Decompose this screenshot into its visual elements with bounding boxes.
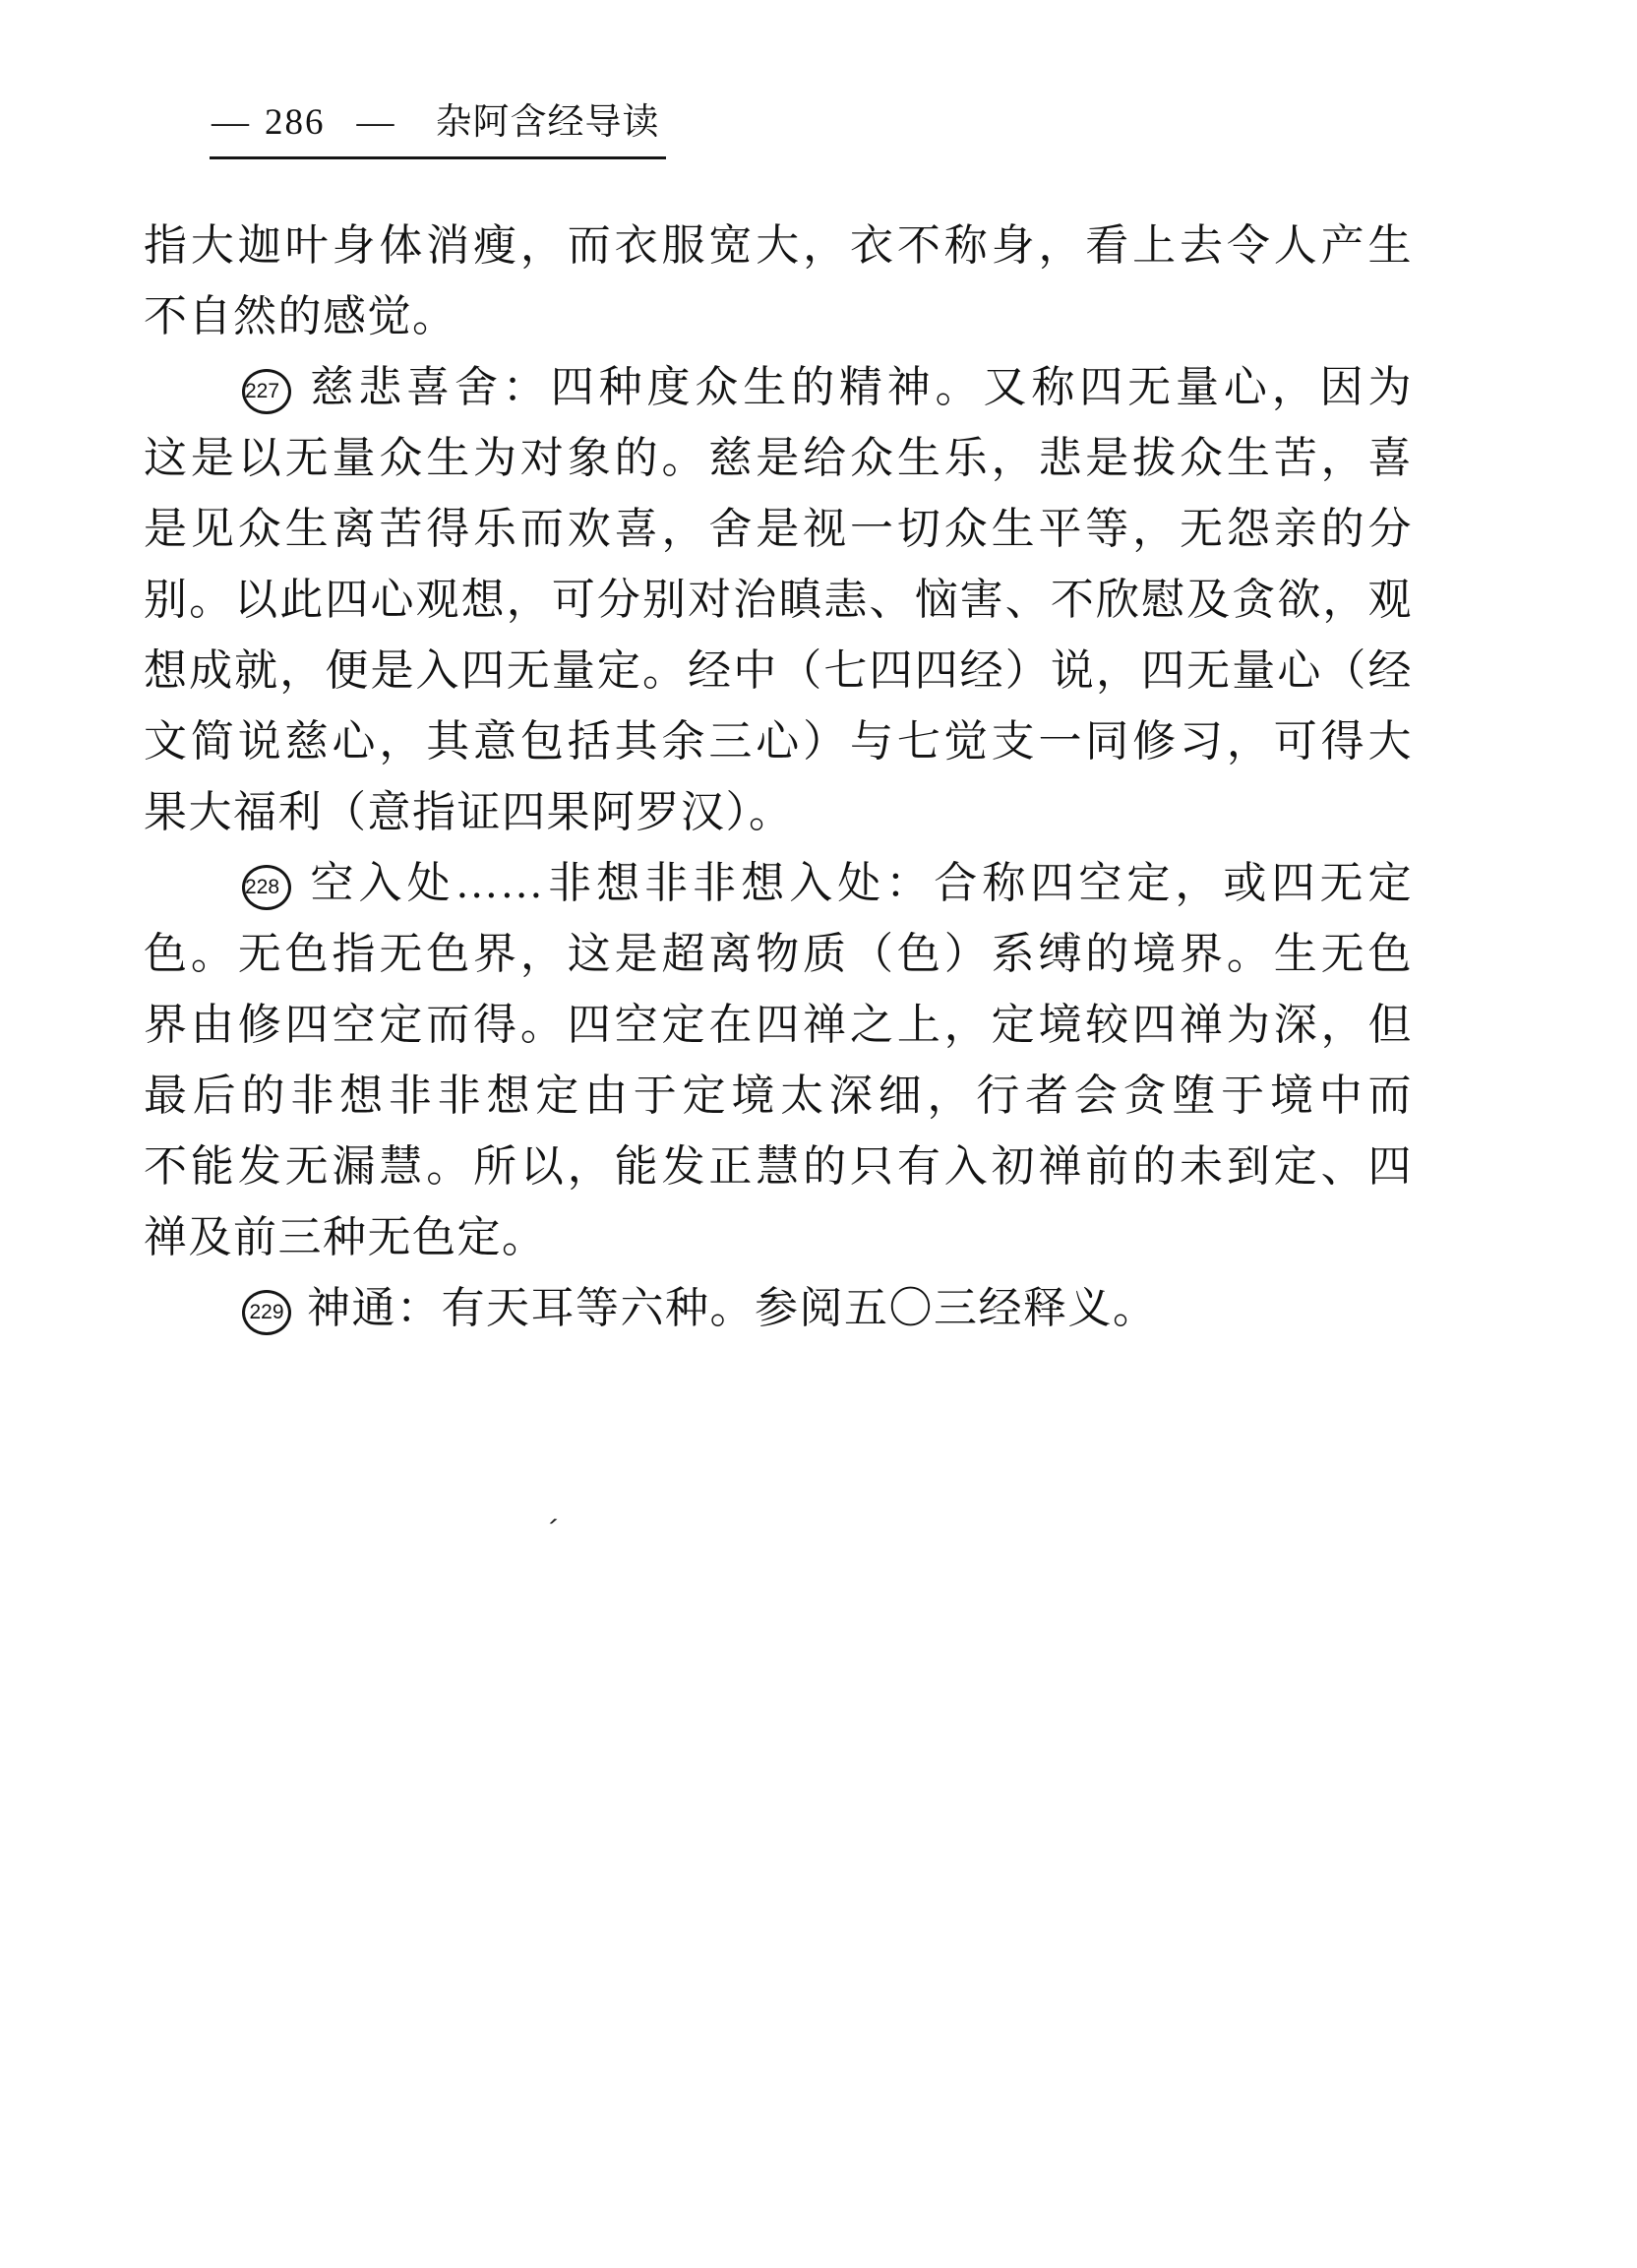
- line-text: 想成就，便是入四无量定。经中（七四四经）说，四无量心（经: [144, 646, 1413, 695]
- line-text: 不自然的感觉。: [144, 292, 457, 340]
- note-number-badge: 228: [242, 865, 291, 910]
- text-line: [144, 1061, 1413, 1132]
- text-line: [144, 494, 1413, 565]
- note-line: [144, 848, 1413, 919]
- line-text: 是见众生离苦得乐而欢喜，舍是视一切众生平等，无怨亲的分: [144, 505, 1413, 553]
- text-line: [144, 990, 1413, 1061]
- note-line: [144, 1273, 1413, 1344]
- text-line: [144, 1132, 1413, 1202]
- line-text: 禅及前三种无色定。: [144, 1213, 547, 1261]
- line-text: 最后的非想非非想定由于定境太深细，行者会贪堕于境中而: [144, 1072, 1413, 1120]
- text-line: [144, 565, 1413, 636]
- page-header-underline: [210, 102, 666, 159]
- line-text: 慈悲喜舍：四种度众生的精神。又称四无量心，因为: [307, 363, 1413, 411]
- text-line: [144, 919, 1413, 990]
- line-text: 色。无色指无色界，这是超离物质（色）系缚的境界。生无色: [144, 930, 1413, 978]
- scan-artifact-mark: ˊ: [540, 1514, 561, 1551]
- line-text: 这是以无量众生为对象的。慈是给众生乐，悲是拔众生苦，喜: [144, 434, 1413, 482]
- line-text: 文简说慈心，其意包括其余三心）与七觉支一同修习，可得大: [144, 717, 1413, 766]
- page-header: [210, 102, 666, 159]
- note-number-badge: 227: [242, 369, 291, 414]
- text-line: [144, 1202, 1413, 1273]
- header-dash-left: —: [212, 101, 249, 143]
- note-line: [144, 352, 1413, 423]
- line-text: 神通：有天耳等六种。参阅五〇三经释义。: [307, 1284, 1158, 1332]
- book-title: 杂阿含经导读: [435, 102, 660, 143]
- page-number: 286: [265, 102, 326, 143]
- line-text: 不能发无漏慧。所以，能发正慧的只有入初禅前的未到定、四: [144, 1142, 1413, 1191]
- text-line: [144, 706, 1413, 777]
- text-line: [144, 281, 1413, 352]
- page-body: [144, 211, 1413, 1344]
- line-text: 界由修四空定而得。四空定在四禅之上，定境较四禅为深，但: [144, 1001, 1413, 1049]
- text-line: [144, 636, 1413, 706]
- text-line: [144, 423, 1413, 494]
- note-number-badge: 229: [242, 1290, 291, 1335]
- line-text: 空入处……非想非非想入处：合称四空定，或四无定: [307, 859, 1413, 907]
- line-text: 别。以此四心观想，可分别对治瞋恚、恼害、不欣慰及贪欲，观: [144, 576, 1413, 624]
- text-line: [144, 777, 1413, 848]
- text-line: [144, 211, 1413, 281]
- line-text: 指大迦叶身体消瘦，而衣服宽大，衣不称身，看上去令人产生: [144, 221, 1413, 270]
- line-text: 果大福利（意指证四果阿罗汉）。: [144, 788, 794, 836]
- header-dash-right: —: [356, 101, 394, 143]
